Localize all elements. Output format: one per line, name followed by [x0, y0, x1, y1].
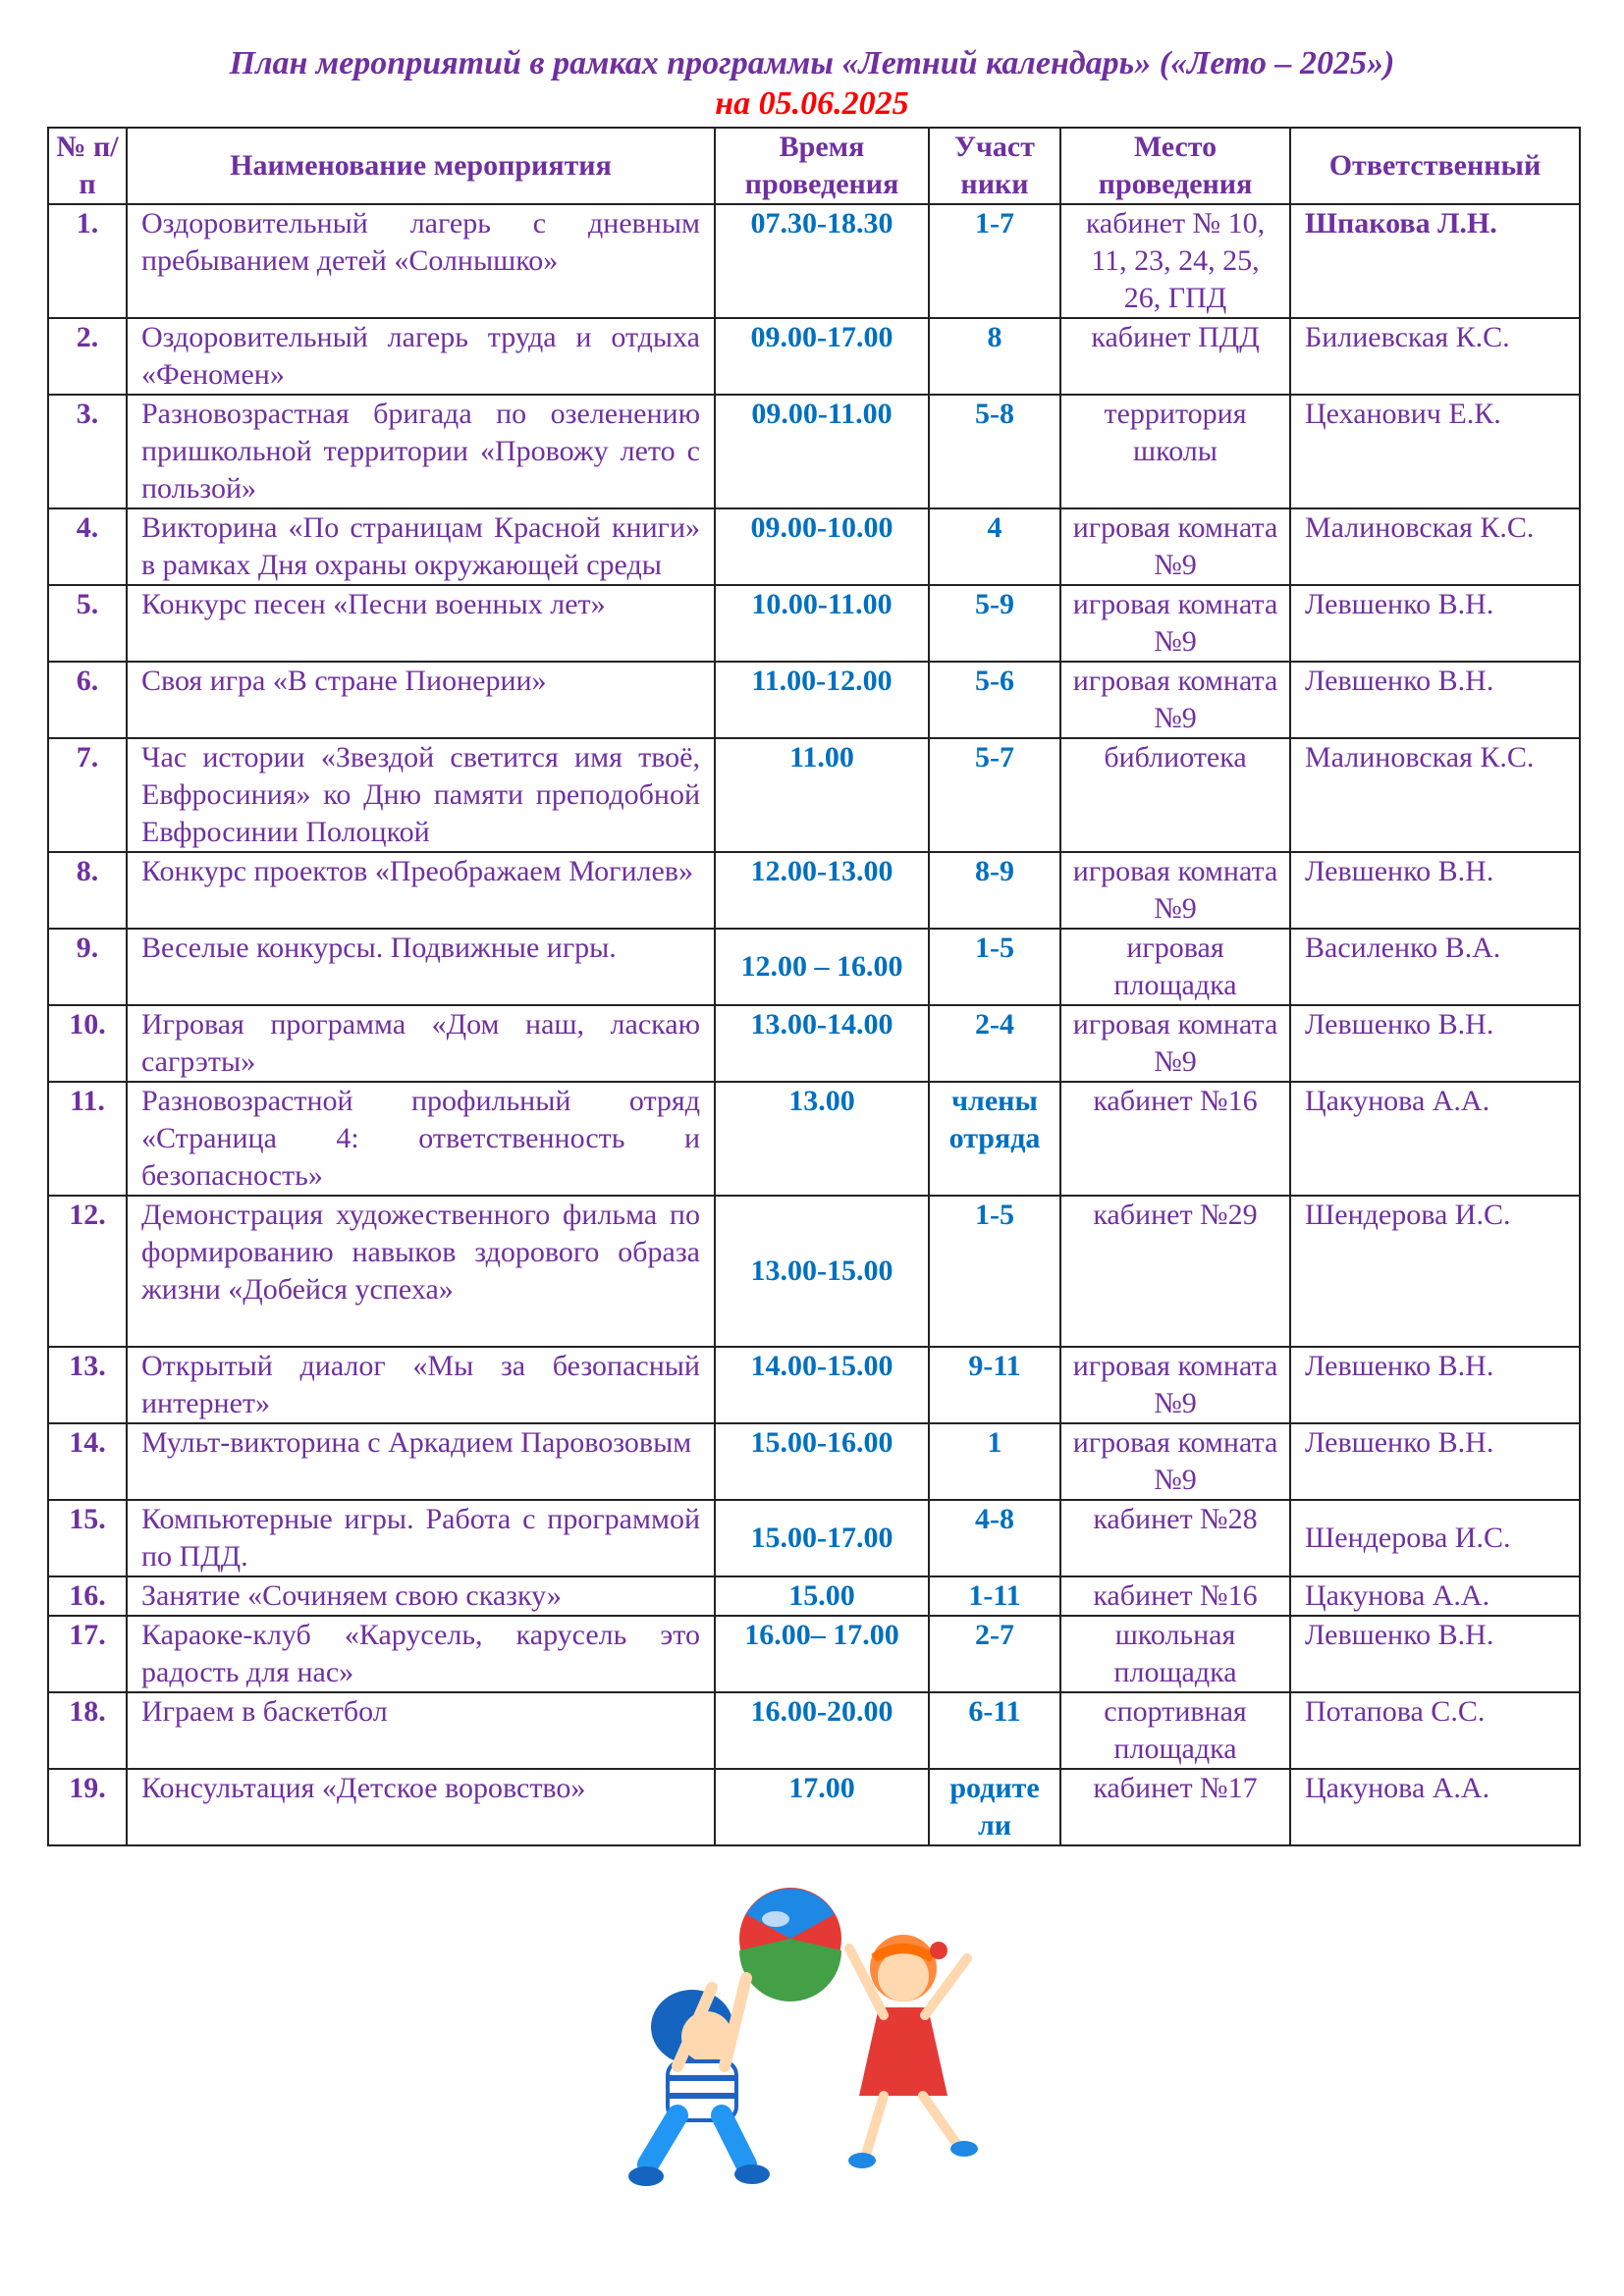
event-place: кабинет №16	[1060, 1082, 1290, 1196]
event-name: Демонстрация художественного фильма по формированию навыков здорового образа жизни «Добейся успеха»	[127, 1196, 715, 1347]
event-place: игровая площадка	[1060, 929, 1290, 1005]
event-responsible: Левшенко В.Н.	[1290, 585, 1580, 662]
event-time: 09.00-11.00	[715, 395, 929, 508]
row-number: 5.	[48, 585, 127, 662]
event-name: Консультация «Детское воровство»	[127, 1769, 715, 1845]
event-time: 09.00-10.00	[715, 508, 929, 585]
table-row	[48, 1616, 1580, 1692]
event-responsible: Левшенко В.Н.	[1290, 1423, 1580, 1500]
event-name: Игровая программа «Дом наш, ласкаю сагрэты»	[127, 1005, 715, 1082]
event-participants: 4-8	[929, 1500, 1060, 1576]
event-participants: 5-8	[929, 395, 1060, 508]
table-row	[48, 1082, 1580, 1196]
event-time: 09.00-17.00	[715, 318, 929, 395]
event-responsible: Малиновская К.С.	[1290, 508, 1580, 585]
event-participants: 8-9	[929, 852, 1060, 929]
children-playing-ball-illustration	[609, 1870, 1021, 2204]
table-row	[48, 1347, 1580, 1423]
event-participants: 4	[929, 508, 1060, 585]
event-participants: 5-9	[929, 585, 1060, 662]
event-name: Разновозрастной профильный отряд «Страница 4: ответственность и безопасность»	[127, 1082, 715, 1196]
event-time: 07.30-18.30	[715, 204, 929, 318]
event-responsible: Цакунова А.А.	[1290, 1769, 1580, 1845]
table-row	[48, 1500, 1580, 1576]
event-time: 16.00-20.00	[715, 1692, 929, 1769]
row-number: 15.	[48, 1500, 127, 1576]
event-time: 15.00	[715, 1576, 929, 1616]
table-row	[48, 318, 1580, 395]
page-title: План мероприятий в рамках программы «Летний календарь» («Лето – 2025»)	[229, 45, 1395, 81]
header-num: № п/п	[48, 128, 127, 204]
table-row	[48, 1692, 1580, 1769]
row-number: 7.	[48, 738, 127, 852]
event-place: кабинет ПДД	[1060, 318, 1290, 395]
row-number: 8.	[48, 852, 127, 929]
table-row	[48, 662, 1580, 738]
event-responsible: Билиевская К.С.	[1290, 318, 1580, 395]
header-place: Место проведения	[1060, 128, 1290, 204]
event-name: Час истории «Звездой светится имя твоё, Евфросиния» ко Дню памяти преподобной Евфросинии Полоцкой	[127, 738, 715, 852]
event-responsible: Левшенко В.Н.	[1290, 1005, 1580, 1082]
table-row	[48, 852, 1580, 929]
row-number: 1.	[48, 204, 127, 318]
event-time: 13.00	[715, 1082, 929, 1196]
event-participants: 8	[929, 318, 1060, 395]
event-name: Разновозрастная бригада по озеленению пришкольной территории «Провожу лето с пользой»	[127, 395, 715, 508]
event-time: 16.00– 17.00	[715, 1616, 929, 1692]
row-number: 3.	[48, 395, 127, 508]
event-participants: 1-11	[929, 1576, 1060, 1616]
row-number: 9.	[48, 929, 127, 1005]
event-responsible: Цакунова А.А.	[1290, 1082, 1580, 1196]
event-responsible: Цакунова А.А.	[1290, 1576, 1580, 1616]
event-place: игровая комната №9	[1060, 508, 1290, 585]
header-participants: Участ ники	[929, 128, 1060, 204]
event-place: игровая комната №9	[1060, 1347, 1290, 1423]
table-row	[48, 1196, 1580, 1347]
event-participants: 9-11	[929, 1347, 1060, 1423]
row-number: 12.	[48, 1196, 127, 1347]
event-name: Конкурс проектов «Преображаем Могилев»	[127, 852, 715, 929]
table-row	[48, 585, 1580, 662]
event-time: 14.00-15.00	[715, 1347, 929, 1423]
girl-figure-icon	[848, 1935, 978, 2168]
event-name: Мульт-викторина с Аркадием Паровозовым	[127, 1423, 715, 1500]
event-time: 11.00	[715, 738, 929, 852]
boy-figure-icon	[628, 1978, 770, 2186]
event-place: территория школы	[1060, 395, 1290, 508]
event-participants: 1	[929, 1423, 1060, 1500]
event-time: 15.00-16.00	[715, 1423, 929, 1500]
row-number: 6.	[48, 662, 127, 738]
row-number: 19.	[48, 1769, 127, 1845]
event-place: кабинет №16	[1060, 1576, 1290, 1616]
event-participants: родите ли	[929, 1769, 1060, 1845]
event-name: Викторина «По страницам Красной книги» в рамках Дня охраны окружающей среды	[127, 508, 715, 585]
event-responsible: Шендерова И.С.	[1290, 1196, 1580, 1347]
event-participants: члены отряда	[929, 1082, 1060, 1196]
table-row	[48, 1769, 1580, 1845]
events-table	[47, 127, 1581, 1846]
event-time: 17.00	[715, 1769, 929, 1845]
event-place: игровая комната №9	[1060, 585, 1290, 662]
event-time: 12.00 – 16.00	[715, 929, 929, 1005]
event-name: Своя игра «В стране Пионерии»	[127, 662, 715, 738]
event-responsible: Левшенко В.Н.	[1290, 662, 1580, 738]
event-responsible: Малиновская К.С.	[1290, 738, 1580, 852]
event-place: игровая комната №9	[1060, 852, 1290, 929]
event-place: кабинет №17	[1060, 1769, 1290, 1845]
event-participants: 1-7	[929, 204, 1060, 318]
event-participants: 6-11	[929, 1692, 1060, 1769]
table-row	[48, 1576, 1580, 1616]
page-date: на 05.06.2025	[715, 85, 909, 122]
row-number: 17.	[48, 1616, 127, 1692]
event-place: кабинет № 10, 11, 23, 24, 25, 26, ГПД	[1060, 204, 1290, 318]
event-time: 10.00-11.00	[715, 585, 929, 662]
row-number: 16.	[48, 1576, 127, 1616]
event-place: игровая комната №9	[1060, 1423, 1290, 1500]
row-number: 10.	[48, 1005, 127, 1082]
header-time: Время проведения	[715, 128, 929, 204]
event-time: 12.00-13.00	[715, 852, 929, 929]
event-responsible: Василенко В.А.	[1290, 929, 1580, 1005]
event-name: Оздоровительный лагерь с дневным пребыванием детей «Солнышко»	[127, 204, 715, 318]
row-number: 4.	[48, 508, 127, 585]
event-participants: 1-5	[929, 929, 1060, 1005]
event-place: спортивная площадка	[1060, 1692, 1290, 1769]
event-name: Открытый диалог «Мы за безопасный интернет»	[127, 1347, 715, 1423]
table-row	[48, 204, 1580, 318]
header-name: Наименование мероприятия	[127, 128, 715, 204]
event-time: 15.00-17.00	[715, 1500, 929, 1576]
table-row	[48, 1423, 1580, 1500]
event-name: Конкурс песен «Песни военных лет»	[127, 585, 715, 662]
event-place: игровая комната №9	[1060, 1005, 1290, 1082]
event-participants: 5-6	[929, 662, 1060, 738]
event-name: Веселые конкурсы. Подвижные игры.	[127, 929, 715, 1005]
row-number: 13.	[48, 1347, 127, 1423]
event-name: Оздоровительный лагерь труда и отдыха «Феномен»	[127, 318, 715, 395]
event-participants: 1-5	[929, 1196, 1060, 1347]
event-time: 11.00-12.00	[715, 662, 929, 738]
table-row	[48, 929, 1580, 1005]
event-place: игровая комната №9	[1060, 662, 1290, 738]
row-number: 11.	[48, 1082, 127, 1196]
table-row	[48, 508, 1580, 585]
event-responsible: Шендерова И.С.	[1290, 1500, 1580, 1576]
table-row	[48, 738, 1580, 852]
event-time: 13.00-15.00	[715, 1196, 929, 1347]
event-participants: 2-7	[929, 1616, 1060, 1692]
row-number: 2.	[48, 318, 127, 395]
event-place: кабинет №28	[1060, 1500, 1290, 1576]
ball-icon	[739, 1888, 841, 2002]
event-participants: 5-7	[929, 738, 1060, 852]
row-number: 18.	[48, 1692, 127, 1769]
event-place: школьная площадка	[1060, 1616, 1290, 1692]
event-participants: 2-4	[929, 1005, 1060, 1082]
table-header-row	[48, 128, 1580, 204]
event-responsible: Левшенко В.Н.	[1290, 852, 1580, 929]
event-name: Играем в баскетбол	[127, 1692, 715, 1769]
event-responsible: Шпакова Л.Н.	[1290, 204, 1580, 318]
table-row	[48, 1005, 1580, 1082]
event-place: библиотека	[1060, 738, 1290, 852]
event-responsible: Левшенко В.Н.	[1290, 1347, 1580, 1423]
event-name: Караоке-клуб «Карусель, карусель это радость для нас»	[127, 1616, 715, 1692]
event-responsible: Левшенко В.Н.	[1290, 1616, 1580, 1692]
event-name: Компьютерные игры. Работа с программой по ПДД.	[127, 1500, 715, 1576]
event-responsible: Потапова С.С.	[1290, 1692, 1580, 1769]
row-number: 14.	[48, 1423, 127, 1500]
header-responsible: Ответственный	[1290, 128, 1580, 204]
event-name: Занятие «Сочиняем свою сказку»	[127, 1576, 715, 1616]
table-row	[48, 395, 1580, 508]
event-responsible: Цеханович Е.К.	[1290, 395, 1580, 508]
event-place: кабинет №29	[1060, 1196, 1290, 1347]
event-time: 13.00-14.00	[715, 1005, 929, 1082]
